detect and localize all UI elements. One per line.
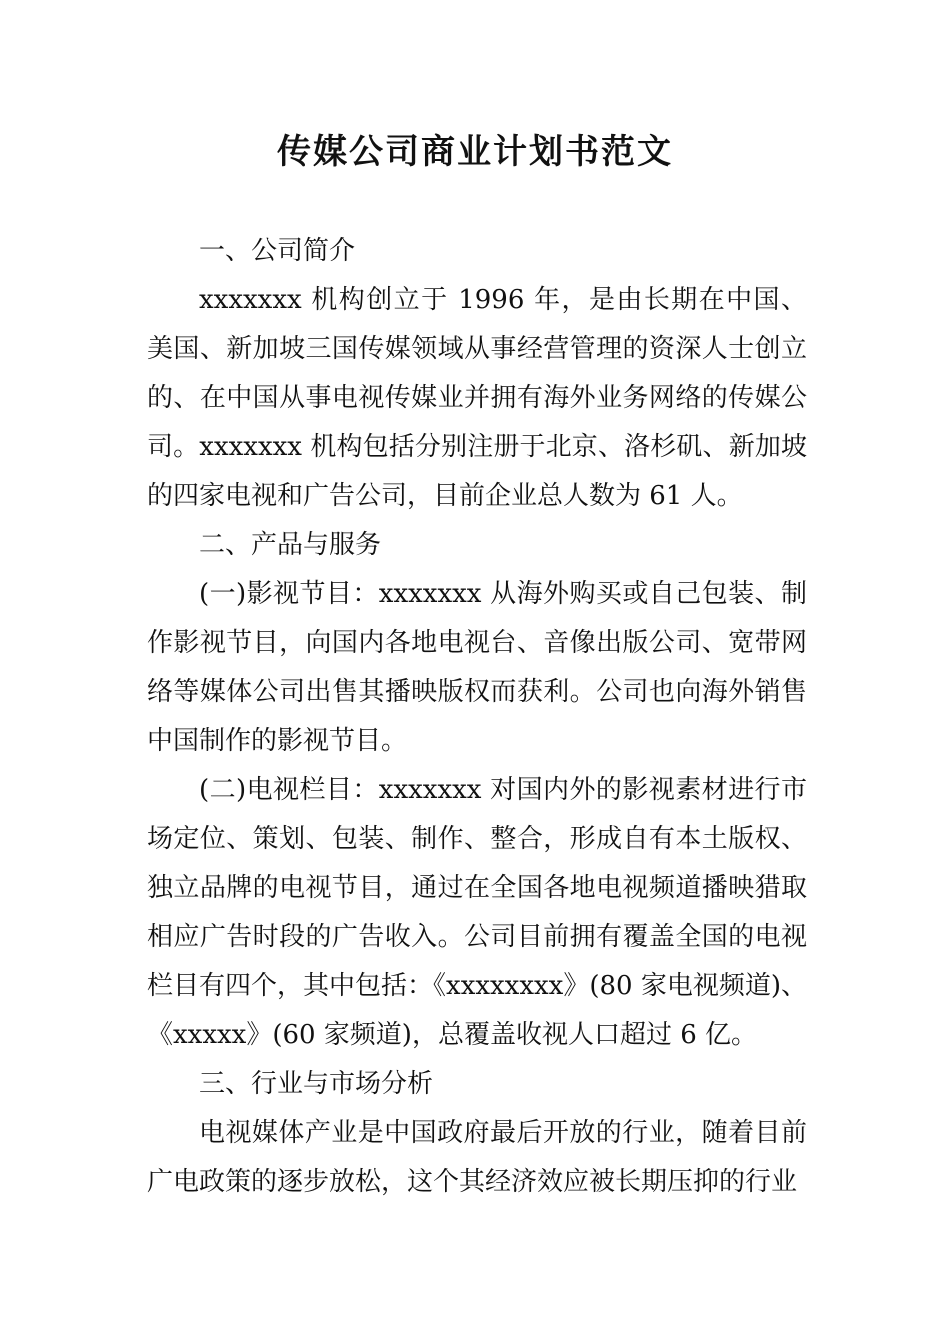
section-heading-products-services: 二、产品与服务: [199, 530, 382, 560]
paragraph-company-intro: xxxxxxx 机构创立于 1996 年，是由长期在中国、美国、新加坡三国传媒领域从事经营管理的资深人士创立的、在中国从事电视传媒业并拥有海外业务网络的传媒公司。xxxxxxx 机构包括分别注册于北京、洛杉矶、新加坡的四家电视和广告公司，目前企业总人数为 61 人。: [147, 285, 807, 511]
section-heading-company-intro: 一、公司简介: [199, 236, 356, 266]
paragraph-film-programs: (一)影视节目：xxxxxxx 从海外购买或自己包装、制作影视节目，向国内各地电视台、音像出版公司、宽带网络等媒体公司出售其播映版权而获利。公司也向海外销售中国制作的影视节目。: [147, 579, 807, 756]
paragraph-tv-columns: (二)电视栏目：xxxxxxx 对国内外的影视素材进行市场定位、策划、包装、制作、整合，形成自有本土版权、独立品牌的电视节目，通过在全国各地电视频道播映猎取相应广告时段的广告收入。公司目前拥有覆盖全国的电视栏目有四个，其中包括：《xxxxxxxx》(80 家电视频道)、《xxxxx》(60 家频道)，总覆盖收视人口超过 6 亿。: [147, 775, 807, 1050]
document-body: [147, 227, 807, 1207]
section-heading-market-analysis: 三、行业与市场分析: [199, 1069, 434, 1099]
paragraph-market-analysis: 电视媒体产业是中国政府最后开放的行业，随着目前广电政策的逐步放松，这个其经济效应被长期压抑的行业: [147, 1118, 807, 1197]
document-title: 传媒公司商业计划书范文: [277, 132, 673, 172]
